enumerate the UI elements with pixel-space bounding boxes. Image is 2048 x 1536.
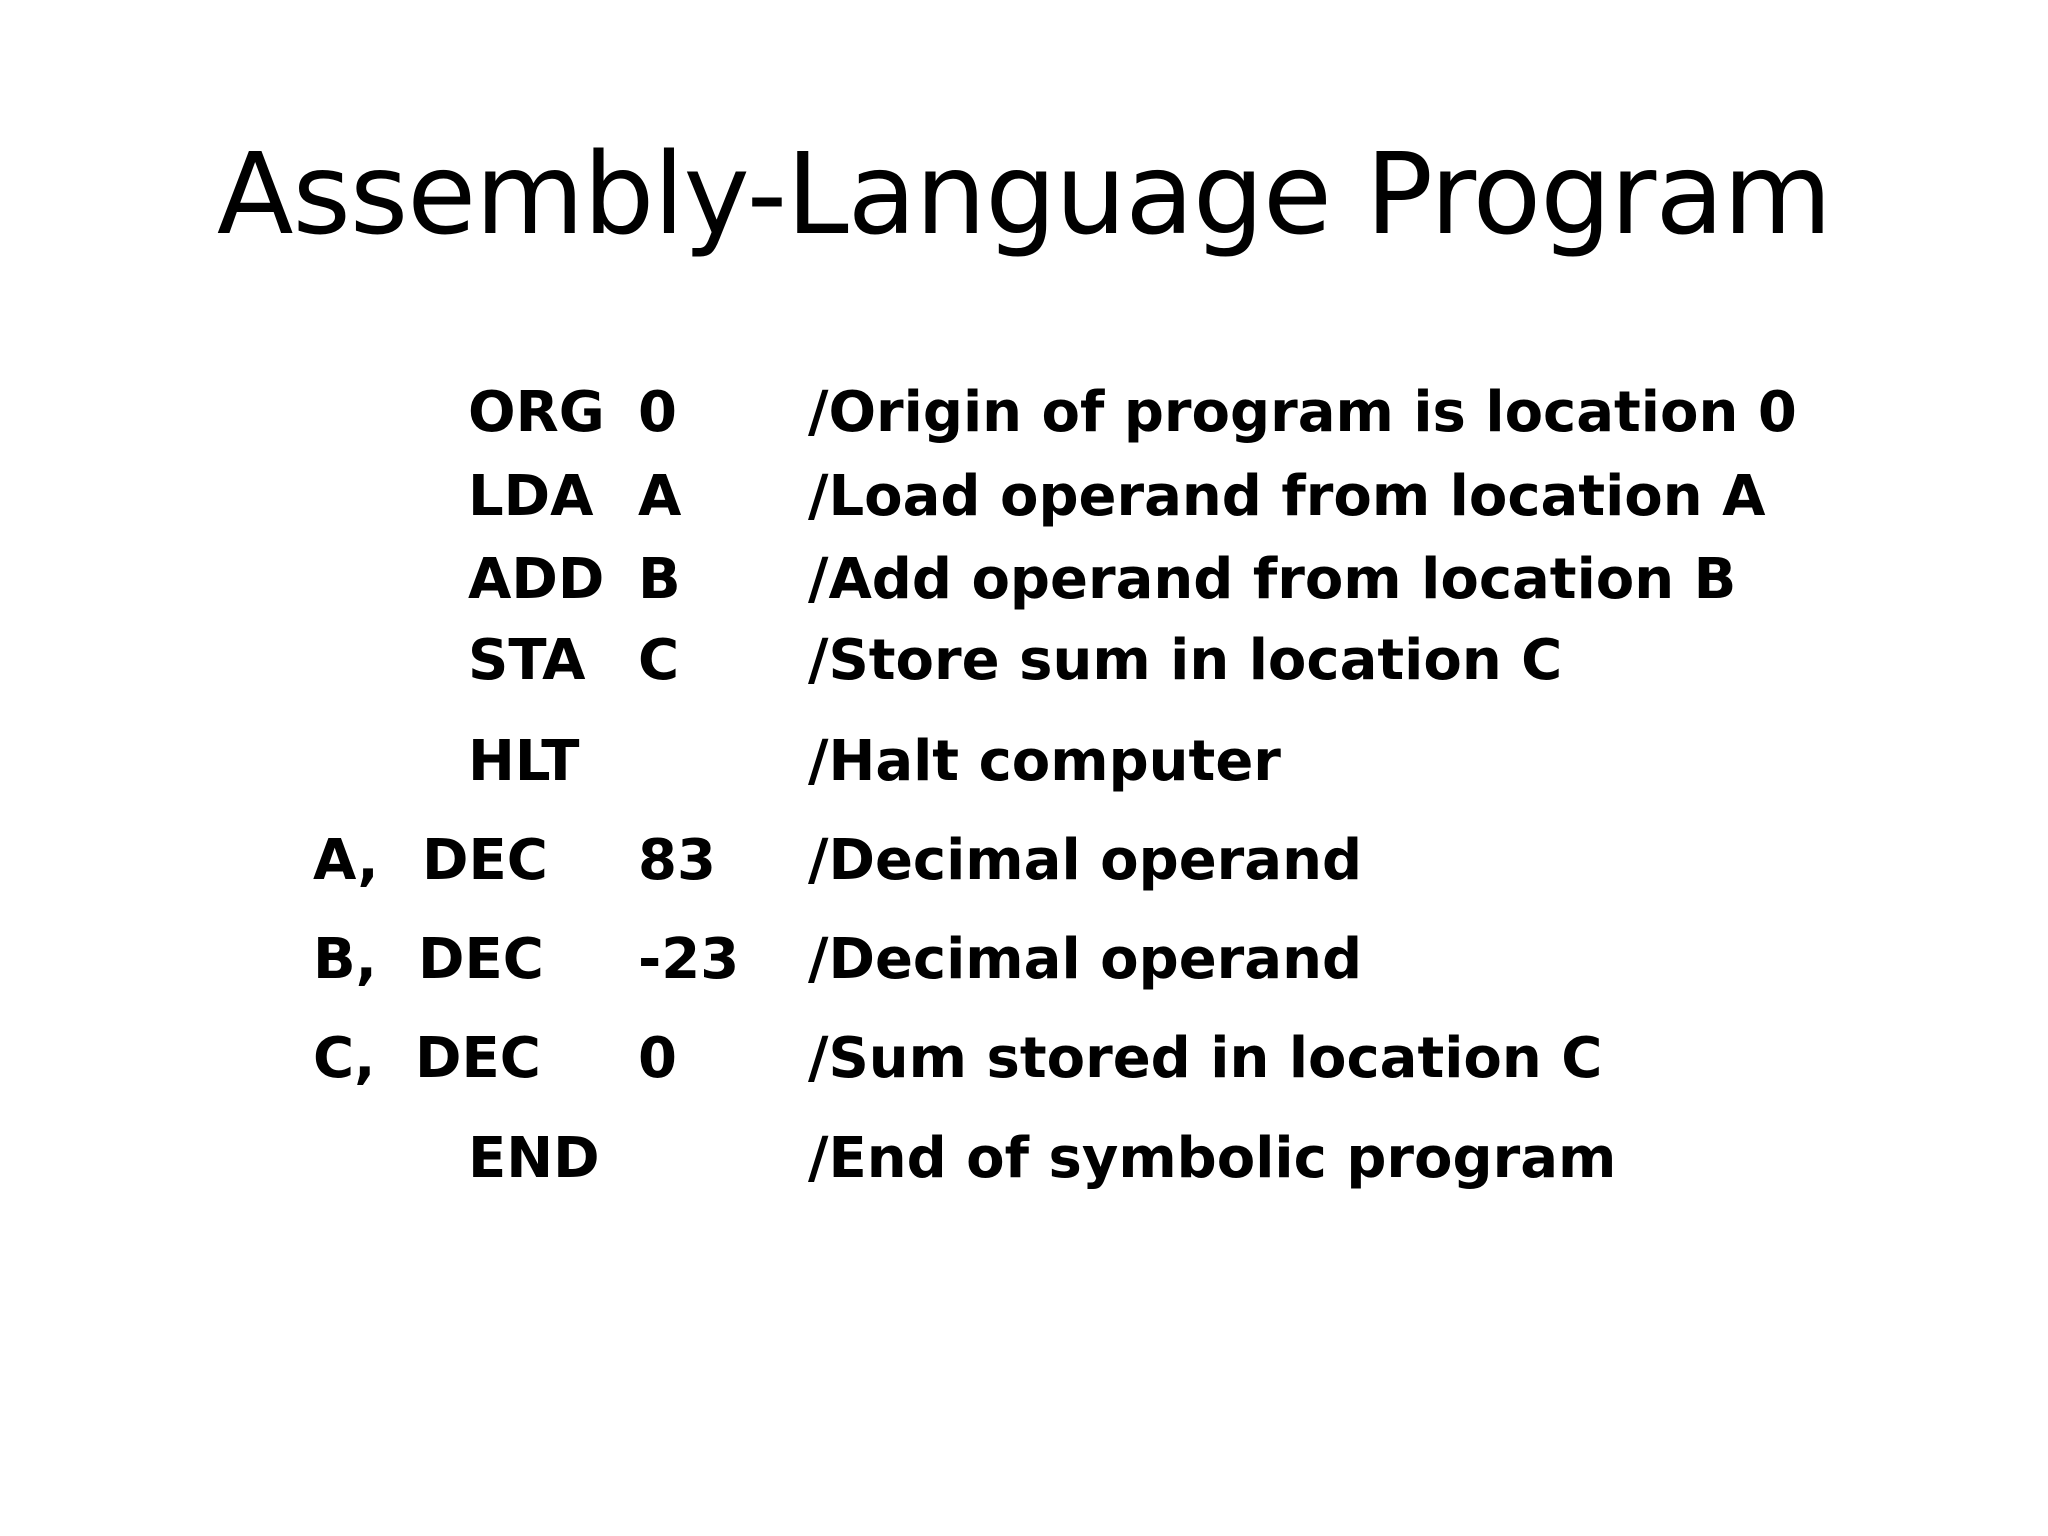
line-comment: /Load operand from location A — [808, 464, 1766, 529]
line-label: A, — [313, 828, 379, 893]
line-comment: /Decimal operand — [808, 927, 1363, 992]
program-line-sta — [0, 626, 2048, 696]
line-comment: /Origin of program is location 0 — [808, 380, 1797, 445]
slide-title: Assembly-Language Program — [216, 130, 1832, 260]
line-operand: 0 — [638, 1026, 677, 1091]
program-line-c-dec — [0, 1024, 2048, 1094]
program-line-hlt — [0, 727, 2048, 797]
line-comment: /Halt computer — [808, 729, 1281, 794]
line-operand: A — [638, 464, 682, 529]
line-comment: /Sum stored in location C — [808, 1026, 1603, 1091]
line-opcode: STA — [468, 628, 586, 693]
line-label: B, — [313, 927, 377, 992]
line-opcode: ORG — [468, 380, 605, 445]
line-comment: /Add operand from location B — [808, 547, 1737, 612]
program-line-end — [0, 1124, 2048, 1194]
line-operand: B — [638, 547, 681, 612]
program-line-b-dec — [0, 925, 2048, 995]
line-operand: C — [638, 628, 680, 693]
line-operand: -23 — [638, 927, 740, 992]
program-line-org — [0, 378, 2048, 448]
line-comment: /Decimal operand — [808, 828, 1363, 893]
line-opcode: DEC — [418, 927, 544, 992]
program-line-a-dec — [0, 826, 2048, 896]
program-line-lda — [0, 462, 2048, 532]
line-opcode: LDA — [468, 464, 594, 529]
line-opcode: END — [468, 1126, 600, 1191]
program-line-add — [0, 545, 2048, 615]
line-comment: /End of symbolic program — [808, 1126, 1617, 1191]
line-label: C, — [313, 1026, 376, 1091]
line-opcode: DEC — [415, 1026, 541, 1091]
line-opcode: HLT — [468, 729, 580, 794]
line-opcode: DEC — [422, 828, 548, 893]
line-operand: 83 — [638, 828, 716, 893]
line-opcode: ADD — [468, 547, 605, 612]
line-comment: /Store sum in location C — [808, 628, 1563, 693]
line-operand: 0 — [638, 380, 677, 445]
